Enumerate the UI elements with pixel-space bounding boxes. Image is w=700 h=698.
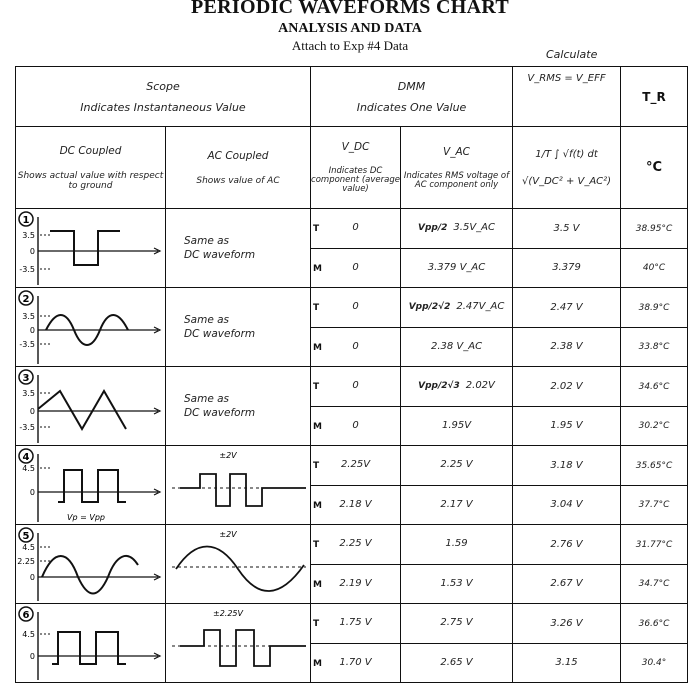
- ac-same-note: DC waveform: [184, 407, 256, 419]
- vrms-value: 3.379: [552, 262, 581, 274]
- axis-level-label: 0: [29, 488, 35, 497]
- ac-same-note: DC waveform: [184, 249, 256, 261]
- vdc-label: V_DC: [341, 141, 370, 153]
- dc-waveform: [16, 525, 164, 603]
- tr-cell: [621, 525, 688, 565]
- waveform-trace: [50, 231, 120, 265]
- ac-waveform: [166, 604, 310, 682]
- vac-cell: [401, 367, 513, 407]
- theoretical-marker: T: [313, 461, 320, 472]
- tr-value: 37.7°C: [638, 500, 670, 511]
- ac-same-note: Same as: [184, 235, 230, 247]
- tr-value: 35.65°C: [635, 460, 673, 471]
- dc-coupled-label: DC Coupled: [59, 144, 122, 157]
- vac-cell-box: [401, 407, 512, 445]
- ac-waveform: [166, 446, 310, 524]
- axis-level-label: 3.5: [22, 389, 35, 398]
- vdc-value: 0: [352, 301, 359, 313]
- vdc-cell: [311, 485, 401, 525]
- vrms-value: 2.38 V: [550, 341, 583, 353]
- tr-cell: [621, 209, 688, 249]
- vdc-value: 0: [352, 419, 359, 431]
- vrms-cell: [513, 209, 621, 249]
- vdc-cell-box: [311, 288, 400, 326]
- theoretical-marker: T: [313, 619, 320, 630]
- tr-value: 40°C: [642, 263, 666, 274]
- vrms-cell: [513, 604, 621, 644]
- vrms-cell: [513, 248, 621, 288]
- tr-cell: [621, 327, 688, 367]
- vac-formula: Vpp/2√2: [408, 302, 451, 313]
- ac-amplitude-label: ±2V: [219, 451, 237, 460]
- waveform-trace: [58, 470, 126, 502]
- axis-level-label: 4.5: [22, 630, 35, 639]
- tr-cell: [621, 288, 688, 328]
- ac-amplitude-label: ±2.25V: [213, 609, 243, 618]
- vac-value: 2.17 V: [440, 498, 473, 510]
- axis-level-label: 2.25: [17, 557, 35, 566]
- vdc-cell-box: [311, 486, 400, 524]
- waveform-trace: [38, 391, 126, 429]
- scope-label: Scope: [146, 79, 180, 93]
- vrms-formula-header: [513, 127, 621, 209]
- tr-label: T_R: [642, 89, 666, 104]
- waveform-row: [16, 288, 688, 328]
- waveform-row: [16, 525, 688, 565]
- dmm-label: DMM: [397, 79, 426, 93]
- vrms-value: 3.26 V: [550, 617, 583, 629]
- vp-note: Vp = Vpp: [67, 513, 105, 522]
- dc-waveform-cell: [16, 288, 166, 367]
- scope-header: [16, 67, 311, 127]
- scope-sub-label: Indicates Instantaneous Value: [80, 100, 246, 114]
- dc-waveform: [16, 288, 164, 366]
- ac-waveform-trace: [180, 474, 306, 506]
- vdc-cell: [311, 525, 401, 565]
- axis-level-label: 0: [29, 326, 35, 335]
- vdc-value: 2.25V: [340, 459, 371, 471]
- vac-value: 1.95V: [441, 419, 472, 431]
- ac-same-note: DC waveform: [184, 328, 256, 340]
- axis-level-label: 0: [29, 573, 35, 582]
- ac-same-note: Same as: [184, 314, 230, 326]
- tr-value: 30.2°C: [638, 421, 670, 432]
- header-row-1: [16, 67, 688, 127]
- vac-desc: Indicates RMS voltage of AC component only: [403, 170, 510, 190]
- vrms-value: 1.95 V: [550, 420, 583, 432]
- dc-waveform-cell: [16, 525, 166, 604]
- vrms-header: [513, 67, 621, 127]
- vac-cell-box: [401, 288, 512, 326]
- vac-header: [401, 127, 513, 209]
- axis-level-label: 4.5: [22, 543, 35, 552]
- vdc-cell-box: [311, 209, 400, 247]
- ac-same-note: Same as: [184, 393, 230, 405]
- axis-level-label: 0: [29, 652, 35, 661]
- axis-level-label: 0: [29, 247, 35, 256]
- measured-marker: M: [313, 579, 322, 590]
- attach-note: Attach to Exp #4 Data: [291, 38, 409, 53]
- tr-cell: [621, 564, 688, 604]
- vac-cell-box: [401, 604, 512, 642]
- waveform-row: [16, 604, 688, 644]
- vdc-value: 0: [352, 222, 359, 234]
- vrms-cell: [513, 288, 621, 328]
- dc-waveform: [16, 367, 164, 445]
- ac-waveform-cell: [166, 288, 311, 367]
- vrms-value: 2.67 V: [550, 578, 583, 590]
- vac-cell: [401, 248, 513, 288]
- ac-waveform: [166, 525, 310, 603]
- vac-formula: Vpp/2√3: [418, 381, 460, 392]
- vdc-cell: [311, 327, 401, 367]
- axis-level-label: -3.5: [19, 423, 35, 432]
- tr-unit: °C: [645, 160, 663, 175]
- axis-level-label: -3.5: [19, 265, 35, 274]
- row-number: 3: [22, 373, 30, 384]
- vac-cell: [401, 604, 513, 644]
- vac-value: 2.65 V: [440, 656, 473, 668]
- vrms-value: 3.18 V: [550, 459, 583, 471]
- tr-cell: [621, 485, 688, 525]
- tr-value: 34.6°C: [638, 381, 670, 392]
- theoretical-marker: T: [313, 224, 320, 235]
- vrms-formula-integral: 1/T ∫ √f(t) dt: [535, 148, 598, 160]
- vrms-value: 2.76 V: [550, 538, 583, 550]
- vdc-value: 0: [352, 261, 359, 273]
- vrms-value: 2.02 V: [550, 380, 583, 392]
- row-number: 6: [22, 610, 30, 621]
- tr-cell: [621, 367, 688, 407]
- dc-waveform: [16, 209, 164, 287]
- row-number: 4: [22, 452, 30, 463]
- vac-cell-box: [401, 249, 512, 287]
- vdc-cell: [311, 248, 401, 288]
- measured-marker: M: [313, 342, 322, 353]
- tr-cell: [621, 406, 688, 446]
- vac-cell: [401, 209, 513, 249]
- vdc-cell: [311, 564, 401, 604]
- vdc-value: 0: [352, 380, 359, 392]
- tr-value: 30.4°: [641, 658, 667, 669]
- axis-level-label: 4.5: [22, 464, 35, 473]
- vrms-cell: [513, 525, 621, 565]
- axis-level-label: 3.5: [22, 312, 35, 321]
- vac-value: 2.47V_AC: [456, 301, 505, 313]
- waveform-row: [16, 446, 688, 486]
- page-title: PERIODIC WAVEFORMS CHART: [190, 0, 510, 18]
- vac-cell-box: [401, 644, 512, 682]
- vdc-header: [311, 127, 401, 209]
- measured-marker: M: [313, 658, 322, 669]
- vdc-desc: Indicates DC component (average value): [311, 166, 400, 194]
- vrms-value: 3.04 V: [550, 499, 583, 511]
- vdc-value: 2.25 V: [339, 538, 372, 550]
- vac-formula: Vpp/2: [418, 223, 448, 234]
- ac-waveform-cell: [166, 446, 311, 525]
- tr-value: 36.6°C: [638, 618, 670, 629]
- ac-waveform-trace: [180, 630, 306, 666]
- tr-cell: [621, 643, 688, 683]
- ac-coupled-desc: Shows value of AC: [196, 175, 280, 186]
- row-number: 2: [22, 294, 30, 305]
- vdc-cell-box: [311, 565, 400, 603]
- vdc-value: 1.75 V: [339, 617, 372, 629]
- waveform-row: [16, 367, 688, 407]
- vac-cell: [401, 485, 513, 525]
- dc-waveform: [16, 446, 164, 524]
- vrms-formula-sqrt: √(V_DC² + V_AC²): [521, 175, 612, 187]
- vac-cell-box: [401, 486, 512, 524]
- waveform-row: [16, 209, 688, 249]
- vdc-cell-box: [311, 407, 400, 445]
- tr-cell: [621, 446, 688, 486]
- tr-value: 38.95°C: [635, 223, 673, 234]
- page-subtitle: ANALYSIS AND DATA: [278, 21, 422, 36]
- measured-marker: M: [313, 263, 322, 274]
- vrms-value: 3.5 V: [553, 222, 580, 234]
- vac-value: 3.5V_AC: [453, 222, 495, 234]
- vac-label: V_AC: [443, 145, 470, 158]
- vrms-cell: [513, 643, 621, 683]
- waveform-trace: [42, 556, 138, 594]
- theoretical-marker: T: [313, 540, 320, 551]
- vdc-cell-box: [311, 525, 400, 563]
- dc-waveform-cell: [16, 604, 166, 683]
- vrms-label: V_RMS = V_EFF: [527, 73, 606, 84]
- dc-coupled-header: [16, 127, 166, 209]
- vrms-cell: [513, 446, 621, 486]
- vdc-value: 2.18 V: [339, 498, 372, 510]
- vdc-cell: [311, 604, 401, 644]
- ac-waveform-cell: [166, 367, 311, 446]
- row-number: 1: [22, 215, 30, 226]
- vdc-cell-box: [311, 328, 400, 366]
- vac-cell: [401, 525, 513, 565]
- ac-waveform-cell: [166, 209, 311, 288]
- dc-waveform-cell: [16, 446, 166, 525]
- vac-cell: [401, 327, 513, 367]
- vac-value: 1.59: [445, 538, 468, 550]
- tr-value: 31.77°C: [635, 539, 673, 550]
- theoretical-marker: T: [313, 382, 320, 393]
- tr-cell: [621, 604, 688, 644]
- vdc-cell: [311, 643, 401, 683]
- ac-amplitude-label: ±2V: [219, 530, 237, 539]
- vdc-value: 0: [352, 340, 359, 352]
- tr-cell: [621, 248, 688, 288]
- vac-value: 2.38 V_AC: [430, 340, 483, 352]
- vdc-value: 1.70 V: [339, 656, 372, 668]
- dc-coupled-desc: Shows actual value with respect to ground: [17, 170, 164, 191]
- ac-waveform-trace: [176, 547, 304, 592]
- ac-coupled-label: AC Coupled: [207, 149, 269, 162]
- ac-waveform-cell: [166, 525, 311, 604]
- vac-cell-box: [401, 565, 512, 603]
- vac-cell: [401, 446, 513, 486]
- tr-value: 33.8°C: [638, 342, 670, 353]
- waveform-trace: [52, 632, 126, 664]
- tr-header: [621, 67, 688, 127]
- dmm-sub-label: Indicates One Value: [356, 100, 467, 114]
- vdc-cell-box: [311, 446, 400, 484]
- dmm-header: [311, 67, 513, 127]
- dc-waveform: [16, 604, 164, 682]
- vac-cell-box: [401, 446, 512, 484]
- vdc-cell-box: [311, 249, 400, 287]
- theoretical-marker: T: [313, 303, 320, 314]
- vdc-cell: [311, 446, 401, 486]
- vac-value: 2.02V: [465, 380, 495, 392]
- vrms-value: 2.47 V: [550, 301, 583, 313]
- vac-cell-box: [401, 525, 512, 563]
- vrms-value: 3.15: [555, 657, 578, 669]
- vrms-cell: [513, 406, 621, 446]
- vdc-value: 2.19 V: [339, 577, 372, 589]
- vrms-cell: [513, 367, 621, 407]
- vac-cell: [401, 406, 513, 446]
- vdc-cell-box: [311, 367, 400, 405]
- dc-waveform-cell: [16, 209, 166, 288]
- vac-cell: [401, 288, 513, 328]
- ac-waveform-cell: [166, 604, 311, 683]
- vac-cell: [401, 643, 513, 683]
- vac-value: 1.53 V: [440, 577, 473, 589]
- calculate-note: Calculate: [546, 48, 598, 61]
- vac-cell: [401, 564, 513, 604]
- tr-unit-header: [621, 127, 688, 209]
- vdc-cell: [311, 406, 401, 446]
- vrms-cell: [513, 485, 621, 525]
- vac-cell-box: [401, 367, 512, 405]
- vac-value: 2.75 V: [440, 617, 473, 629]
- vdc-cell-box: [311, 644, 400, 682]
- measured-marker: M: [313, 500, 322, 511]
- vdc-cell: [311, 209, 401, 249]
- ac-coupled-header: [166, 127, 311, 209]
- vac-cell-box: [401, 209, 512, 247]
- vac-cell-box: [401, 328, 512, 366]
- vdc-cell: [311, 367, 401, 407]
- measured-marker: M: [313, 421, 322, 432]
- dc-waveform-cell: [16, 367, 166, 446]
- vdc-cell: [311, 288, 401, 328]
- vac-value: 2.25 V: [440, 459, 473, 471]
- vdc-cell-box: [311, 604, 400, 642]
- waveforms-table: [15, 66, 688, 683]
- row-number: 5: [22, 531, 30, 542]
- tr-value: 34.7°C: [638, 579, 670, 590]
- vrms-cell: [513, 564, 621, 604]
- axis-level-label: 0: [29, 407, 35, 416]
- header-row-2: [16, 127, 688, 209]
- vac-value: 3.379 V_AC: [427, 261, 486, 273]
- tr-value: 38.9°C: [638, 302, 670, 313]
- axis-level-label: -3.5: [19, 340, 35, 349]
- axis-level-label: 3.5: [22, 231, 35, 240]
- vrms-cell: [513, 327, 621, 367]
